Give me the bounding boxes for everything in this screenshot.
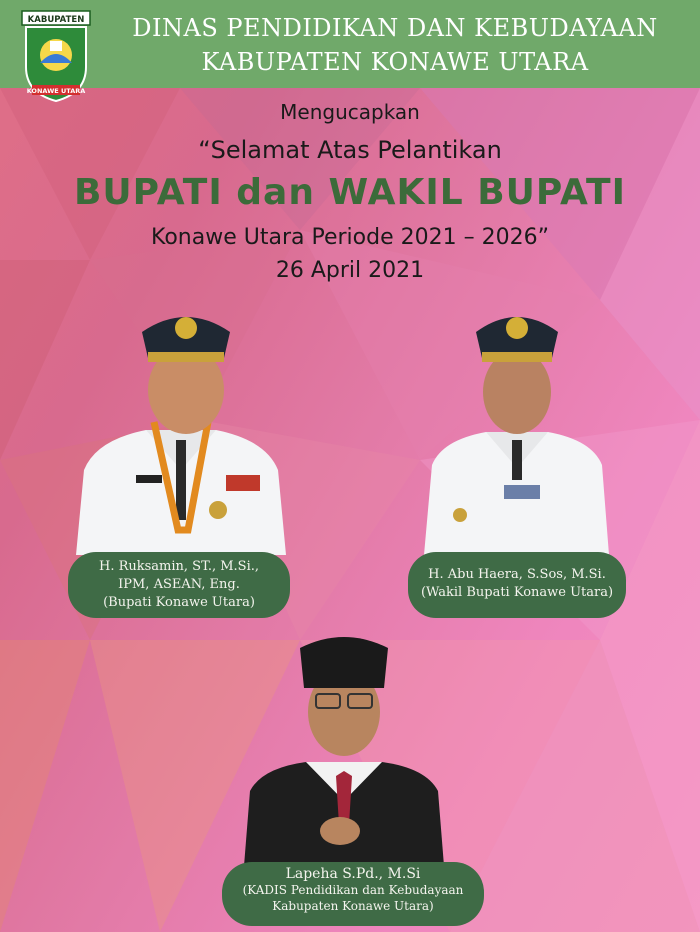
bupati-role: (Bupati Konawe Utara) [103,595,255,610]
kadis-portrait [244,626,444,866]
kadis-name-label [222,862,484,926]
greeting-quote-line2: Konawe Utara Periode 2021 – 2026” [151,225,549,250]
emblem-text-bottom: KONAWE UTARA [26,87,86,95]
bupati-name-label [68,552,290,618]
greeting-title: BUPATI dan WAKIL BUPATI [73,172,626,213]
bupati-portrait [76,300,286,555]
bupati-name-line1: H. Ruksamin, ST., M.Si., [98,559,260,574]
bupati-name-line2: IPM, ASEAN, Eng. [118,577,240,592]
greeting-intro: Mengucapkan [280,100,420,124]
kadis-role-line1: (KADIS Pendidikan dan Kebudayaan [242,883,464,897]
wakil-bupati-role: (Wakil Bupati Konawe Utara) [420,585,614,600]
wakil-bupati-name-label [408,552,626,618]
wakil-bupati-portrait [424,300,609,555]
header-band [0,0,700,95]
institution-name: DINAS PENDIDIKAN DAN KEBUDAYAAN [132,14,658,42]
regency-name: KABUPATEN KONAWE UTARA [201,48,589,76]
kadis-role-line2: Kabupaten Konawe Utara) [272,899,434,913]
greeting-date: 26 April 2021 [275,258,425,283]
emblem-text-top: KABUPATEN [27,15,85,25]
wakil-bupati-name: H. Abu Haera, S.Sos, M.Si. [428,567,606,582]
greeting-quote-line1: “Selamat Atas Pelantikan [198,136,502,164]
kadis-name: Lapeha S.Pd., M.Si [285,866,421,882]
regency-emblem-icon [20,5,92,105]
